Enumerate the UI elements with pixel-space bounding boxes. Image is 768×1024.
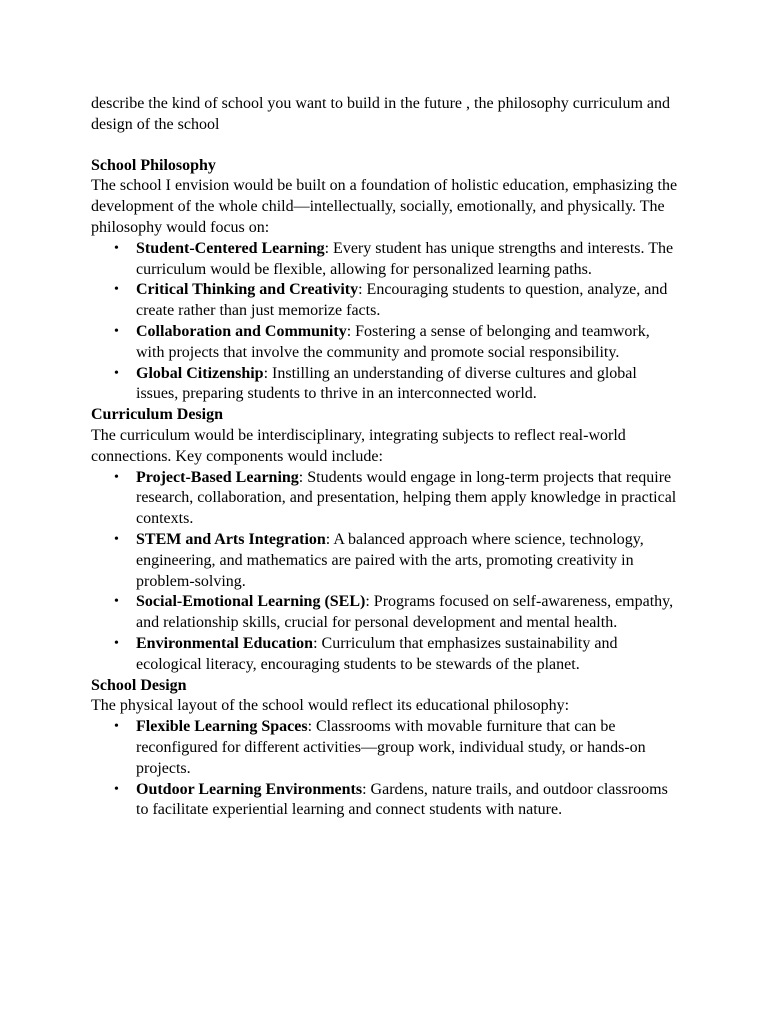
bullet-list <box>91 239 681 405</box>
item-term: STEM and Arts Integration <box>136 530 326 548</box>
section-intro: The school I envision would be built on a foundation of holistic education, emphasizing the development of the whole child—intellectually, socially, emotionally, and physically. The philosophy would focus on: <box>91 177 678 236</box>
item-text: : Every student has unique strengths and interests. The curriculum would be flexible, allowing for personalized learning paths. <box>136 239 674 278</box>
item-term: Social-Emotional Learning (SEL) <box>136 593 366 611</box>
item-term: Outdoor Learning Environments <box>136 780 363 798</box>
list-item <box>114 322 681 364</box>
item-term: Global Citizenship <box>136 364 264 382</box>
document-page <box>91 94 681 821</box>
list-item <box>114 780 681 822</box>
bullet-icon: • <box>114 365 119 381</box>
list-item <box>114 530 681 592</box>
bullet-icon: • <box>114 282 119 298</box>
list-item <box>114 280 681 322</box>
section-school-design <box>91 676 681 822</box>
item-text: : Encouraging students to question, analyze, and create rather than just memorize facts. <box>136 281 668 320</box>
section-heading: School Philosophy <box>91 156 216 174</box>
item-text: : A balanced approach where science, technology, engineering, and mathematics are paired with the arts, promoting creativity in problem-solving. <box>136 530 644 590</box>
section-school-philosophy <box>91 156 681 406</box>
section-curriculum-design <box>91 405 681 675</box>
item-text: : Programs focused on self-awareness, empathy, and relationship skills, crucial for personal development and mental health. <box>136 593 674 632</box>
bullet-icon: • <box>114 781 119 797</box>
item-text: : Gardens, nature trails, and outdoor classrooms to facilitate experiential learning and connect students with nature. <box>136 780 668 819</box>
item-text: : Students would engage in long-term projects that require research, collaboration, and presentation, helping them apply knowledge in practical contexts. <box>136 468 677 528</box>
bullet-list <box>91 717 681 821</box>
bullet-icon: • <box>114 531 119 547</box>
list-item <box>114 634 681 676</box>
section-heading: Curriculum Design <box>91 406 223 424</box>
bullet-list <box>91 468 681 676</box>
bullet-icon: • <box>114 323 119 339</box>
bullet-icon: • <box>114 635 119 651</box>
bullet-icon: • <box>114 240 119 256</box>
bullet-icon: • <box>114 719 119 735</box>
list-item <box>114 717 681 779</box>
section-intro: The curriculum would be interdisciplinary, integrating subjects to reflect real-world connections. Key components would include: <box>91 426 626 465</box>
item-term: Critical Thinking and Creativity <box>136 281 359 299</box>
prompt-text: describe the kind of school you want to build in the future , the philosophy curriculum and design of the school <box>91 95 670 133</box>
bullet-icon: • <box>114 594 119 610</box>
item-term: Flexible Learning Spaces <box>136 718 308 736</box>
bullet-icon: • <box>114 469 119 485</box>
item-text: : Instilling an understanding of diverse cultures and global issues, preparing students to thrive in an interconnected world. <box>136 364 637 403</box>
list-item <box>114 592 681 634</box>
section-intro: The physical layout of the school would reflect its educational philosophy: <box>91 697 570 715</box>
section-heading: School Design <box>91 676 187 694</box>
item-term: Project-Based Learning <box>136 468 299 486</box>
item-text: : Curriculum that emphasizes sustainability and ecological literacy, encouraging students to be stewards of the planet. <box>136 634 618 673</box>
item-term: Student-Centered Learning <box>136 239 325 257</box>
item-term: Collaboration and Community <box>136 322 347 340</box>
list-item <box>114 239 681 281</box>
item-term: Environmental Education <box>136 634 314 652</box>
list-item <box>114 364 681 406</box>
item-text: : Fostering a sense of belonging and teamwork, with projects that involve the community and promote social responsibility. <box>136 322 650 361</box>
item-text: : Classrooms with movable furniture that can be reconfigured for different activities—group work, individual study, or hands-on projects. <box>136 718 646 777</box>
list-item <box>114 468 681 530</box>
